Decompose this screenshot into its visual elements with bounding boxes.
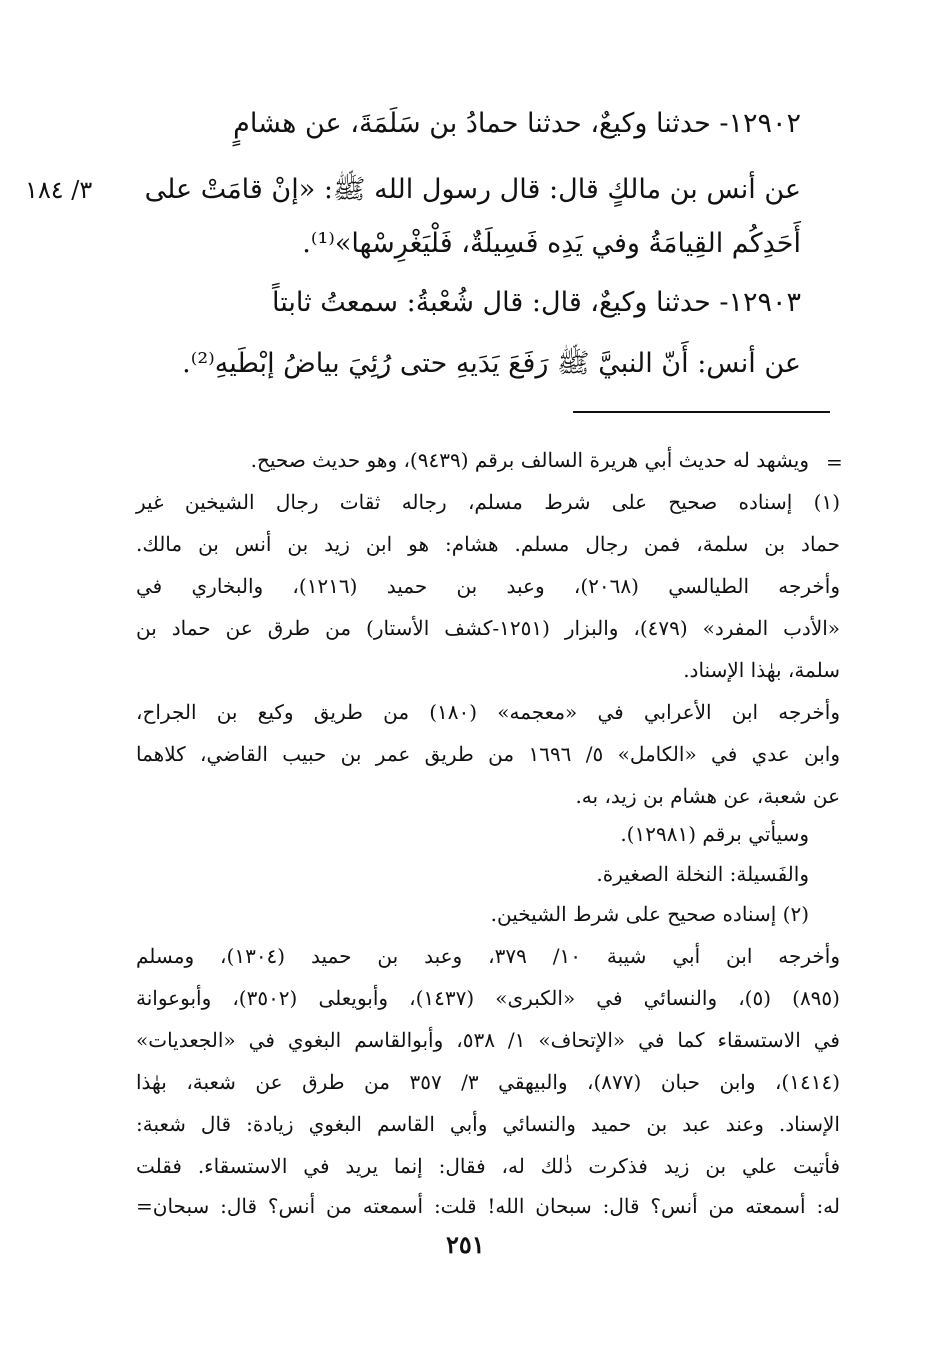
footnote-line: عن شعبة، عن هشام بن زيد، به. [575,784,840,808]
hadith-12902-matn-line-1: عن أنس بن مالكٍ قال: قال رسول الله ﷺ: «إنْ قامَتْ على [144,174,801,205]
footnote-line: فأتيت علي بن زيد فذكرت ذٰلك له، فقال: إنما يريد في الاستسقاء. فقلت [136,1154,840,1178]
footnote-line: حماد بن سلمة، فمن رجال مسلم. هشام: هو ابن زيد بن أنس بن مالك. [136,532,840,556]
footnote-continuation-mark: = [826,450,843,474]
footnote-line: (١٤١٤)، وابن حبان (٨٧٧)، والبيهقي ٣/ ٣٥٧ من طرق عن شعبة، بهٰذا [136,1070,841,1094]
footnote-line: ويشهد له حديث أبي هريرة السالف برقم (٩٤٣٩)، وهو حديث صحيح. [250,448,809,472]
footnote-line: (٢) إسناده صحيح على شرط الشيخين. [490,902,809,926]
hadith-12902-isnad: ١٢٩٠٢- حدثنا وكيعٌ، حدثنا حمادُ بن سَلَمَةَ، عن هشامٍ [233,108,801,139]
footnote-line: «الأدب المفرد» (٤٧٩)، والبزار (١٢٥١-كشف الأستار) من طرق عن حماد بن [136,616,841,640]
footnote-line: وسيأتي برقم (١٢٩٨١). [620,822,809,846]
volume-page-reference: ٣/ ١٨٤ [25,176,93,204]
footnote-line: له: أسمعته من أنس؟ قال: سبحان الله! قلت: أسمعته من أنس؟ قال: سبحان= [136,1194,840,1218]
footnote-line: الإسناد. وعند عبد بن حميد والنسائي وأبي القاسم البغوي زيادة: قال شعبة: [136,1112,840,1136]
footnote-line: (١) إسناده صحيح على شرط مسلم، رجاله ثقات رجال الشيخين غير [136,490,840,514]
footnote-separator [573,411,830,413]
footnote-line: وأخرجه الطيالسي (٢٠٦٨)، وعبد بن حميد (١٢١٦)، والبخاري في [136,574,840,598]
footnote-line: وأخرجه ابن الأعرابي في «معجمه» (١٨٠) من طريق وكيع بن الجراح، [136,700,840,724]
footnote-line: (٨٩٥) (٥)، والنسائي في «الكبرى» (١٤٣٧)، وأبويعلى (٣٥٠٢)، وأبوعوانة [136,986,840,1010]
footnote-line: والفَسيلة: النخلة الصغيرة. [596,862,809,886]
footnote-line: وابن عدي في «الكامل» ٥/ ١٦٩٦ من طريق عمر بن حبيب القاضي، كلاهما [136,742,840,766]
hadith-12903-isnad: ١٢٩٠٣- حدثنا وكيعٌ، قال: قال شُعْبةُ: سمعتُ ثابتاً [272,287,801,318]
hadith-12902-matn-line-2: أَحَدِكُم القِيامَةُ وفي يَدِه فَسِيلَةٌ، فَلْيَغْرِسْها»⁽¹⁾. [302,228,801,259]
page-number: ٢٥١ [446,1230,485,1259]
footnote-line: سلمة، بهٰذا الإسناد. [683,658,840,682]
footnote-line: وأخرجه ابن أبي شيبة ١٠/ ٣٧٩، وعبد بن حميد (١٣٠٤)، ومسلم [136,944,840,968]
footnote-line: في الاستسقاء كما في «الإتحاف» ١/ ٥٣٨، وأبوالقاسم البغوي في «الجعديات» [136,1028,840,1052]
hadith-12903-matn: عن أنس: أَنّ النبيَّ ﷺ رَفَعَ يَدَيهِ حتى رُئِيَ بياضُ إبْطَيهِ⁽²⁾. [182,348,801,379]
